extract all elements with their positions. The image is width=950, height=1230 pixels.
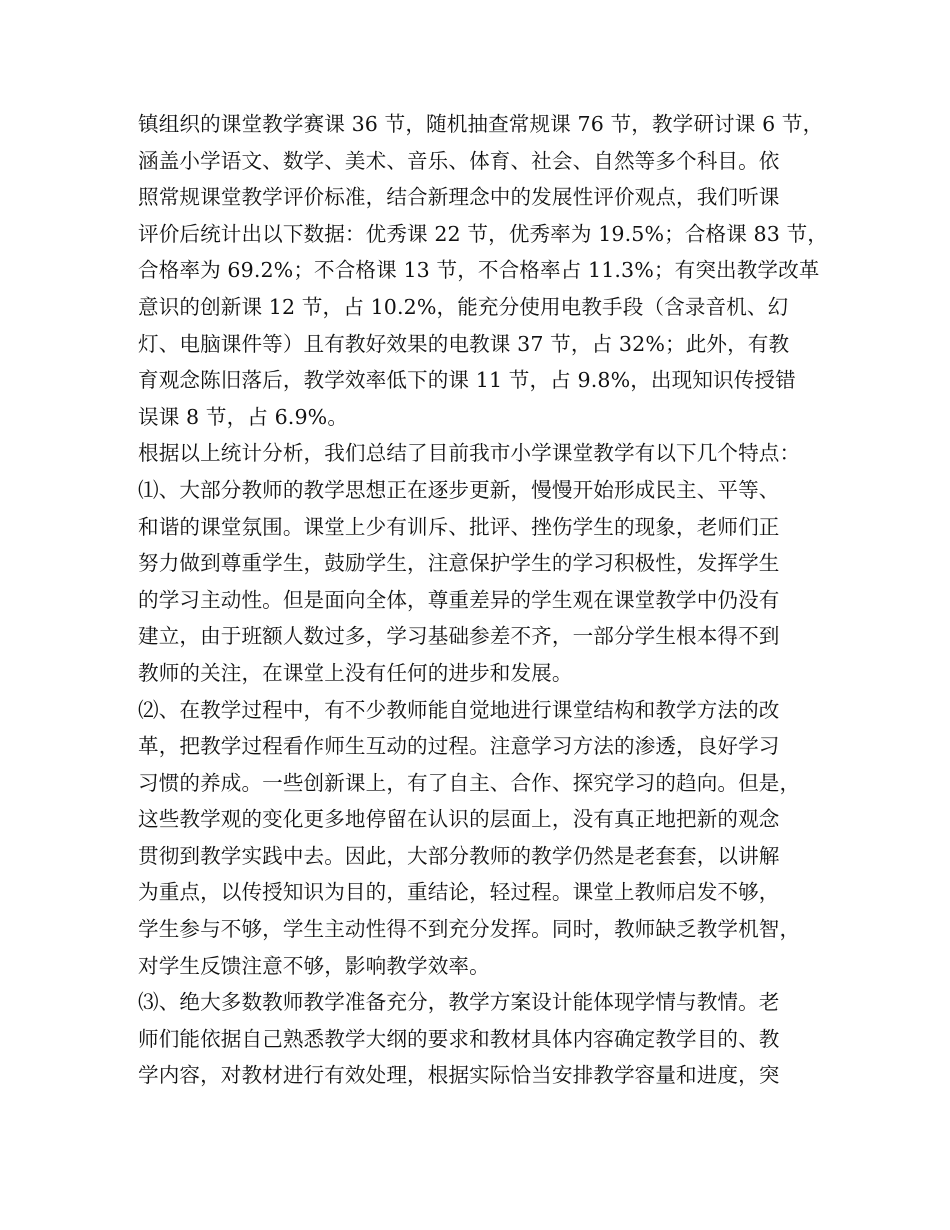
text-line: 根据以上统计分析，我们总结了目前我市小学课堂教学有以下几个特点： — [138, 441, 801, 466]
text-line: 灯、电脑课件等）且有教好效果的电教课 37 节，占 32%；此外，有教 — [138, 331, 790, 356]
text-line: 照常规课堂教学评价标准，结合新理念中的发展性评价观点，我们听课 — [138, 185, 780, 210]
text-line: 合格率为 69.2%；不合格课 13 节，不合格率占 11.3%；有突出教学改革 — [138, 258, 820, 283]
text-line: 努力做到尊重学生，鼓励学生，注意保护学生的学习积极性，发挥学生 — [138, 551, 780, 576]
text-line: 意识的创新课 12 节，占 10.2%，能充分使用电教手段（含录音机、幻 — [138, 294, 789, 319]
text-line: 误课 8 节，占 6.9%。 — [138, 404, 349, 429]
text-line: 镇组织的课堂教学赛课 36 节，随机抽查常规课 76 节，教学研讨课 6 节， — [138, 112, 824, 136]
text-line: 和谐的课堂氛围。课堂上少有训斥、批评、挫伤学生的现象，老师们正 — [138, 514, 780, 539]
text-line: 贯彻到教学实践中去。因此，大部分教师的教学仍然是老套套，以讲解 — [138, 843, 780, 868]
text-line: 涵盖小学语文、数学、美术、音乐、体育、社会、自然等多个科目。依 — [138, 148, 780, 173]
text-line: 教师的关注，在课堂上没有任何的进步和发展。 — [138, 660, 573, 685]
text-line: 为重点，以传授知识为目的，重结论，轻过程。课堂上教师启发不够， — [138, 880, 780, 905]
text-line: 学生参与不够，学生主动性得不到充分发挥。同时，教师缺乏教学机智， — [138, 917, 801, 942]
document-body — [138, 106, 828, 1094]
text-line: 这些教学观的变化更多地停留在认识的层面上，没有真正地把新的观念 — [138, 807, 780, 832]
text-line: 的学习主动性。但是面向全体，尊重差异的学生观在课堂教学中仍没有 — [138, 587, 780, 612]
text-line: 习惯的养成。一些创新课上，有了自主、合作、探究学习的趋向。但是， — [138, 770, 801, 795]
text-line: 建立，由于班额人数过多，学习基础参差不齐，一部分学生根本得不到 — [138, 624, 780, 649]
text-line: 革，把教学过程看作师生互动的过程。注意学习方法的渗透，良好学习 — [138, 734, 780, 759]
text-line: ⑶、绝大多数教师教学准备充分，教学方案设计能体现学情与教情。老 — [138, 990, 780, 1015]
text-line: 育观念陈旧落后，教学效率低下的课 11 节，占 9.8%，出现知识传授错 — [138, 368, 796, 393]
text-line: ⑴、大部分教师的教学思想正在逐步更新，慢慢开始形成民主、平等、 — [138, 477, 780, 502]
text-line: 对学生反馈注意不够，影响教学效率。 — [138, 953, 490, 978]
text-line: 学内容，对教材进行有效处理，根据实际恰当安排教学容量和进度，突 — [138, 1063, 780, 1088]
text-line: 评价后统计出以下数据：优秀课 22 节，优秀率为 19.5%；合格课 83 节， — [138, 221, 828, 246]
text-line: 师们能依据自己熟悉教学大纲的要求和教材具体内容确定教学目的、教 — [138, 1026, 780, 1051]
text-line: ⑵、在教学过程中，有不少教师能自觉地进行课堂结构和教学方法的改 — [138, 697, 780, 722]
